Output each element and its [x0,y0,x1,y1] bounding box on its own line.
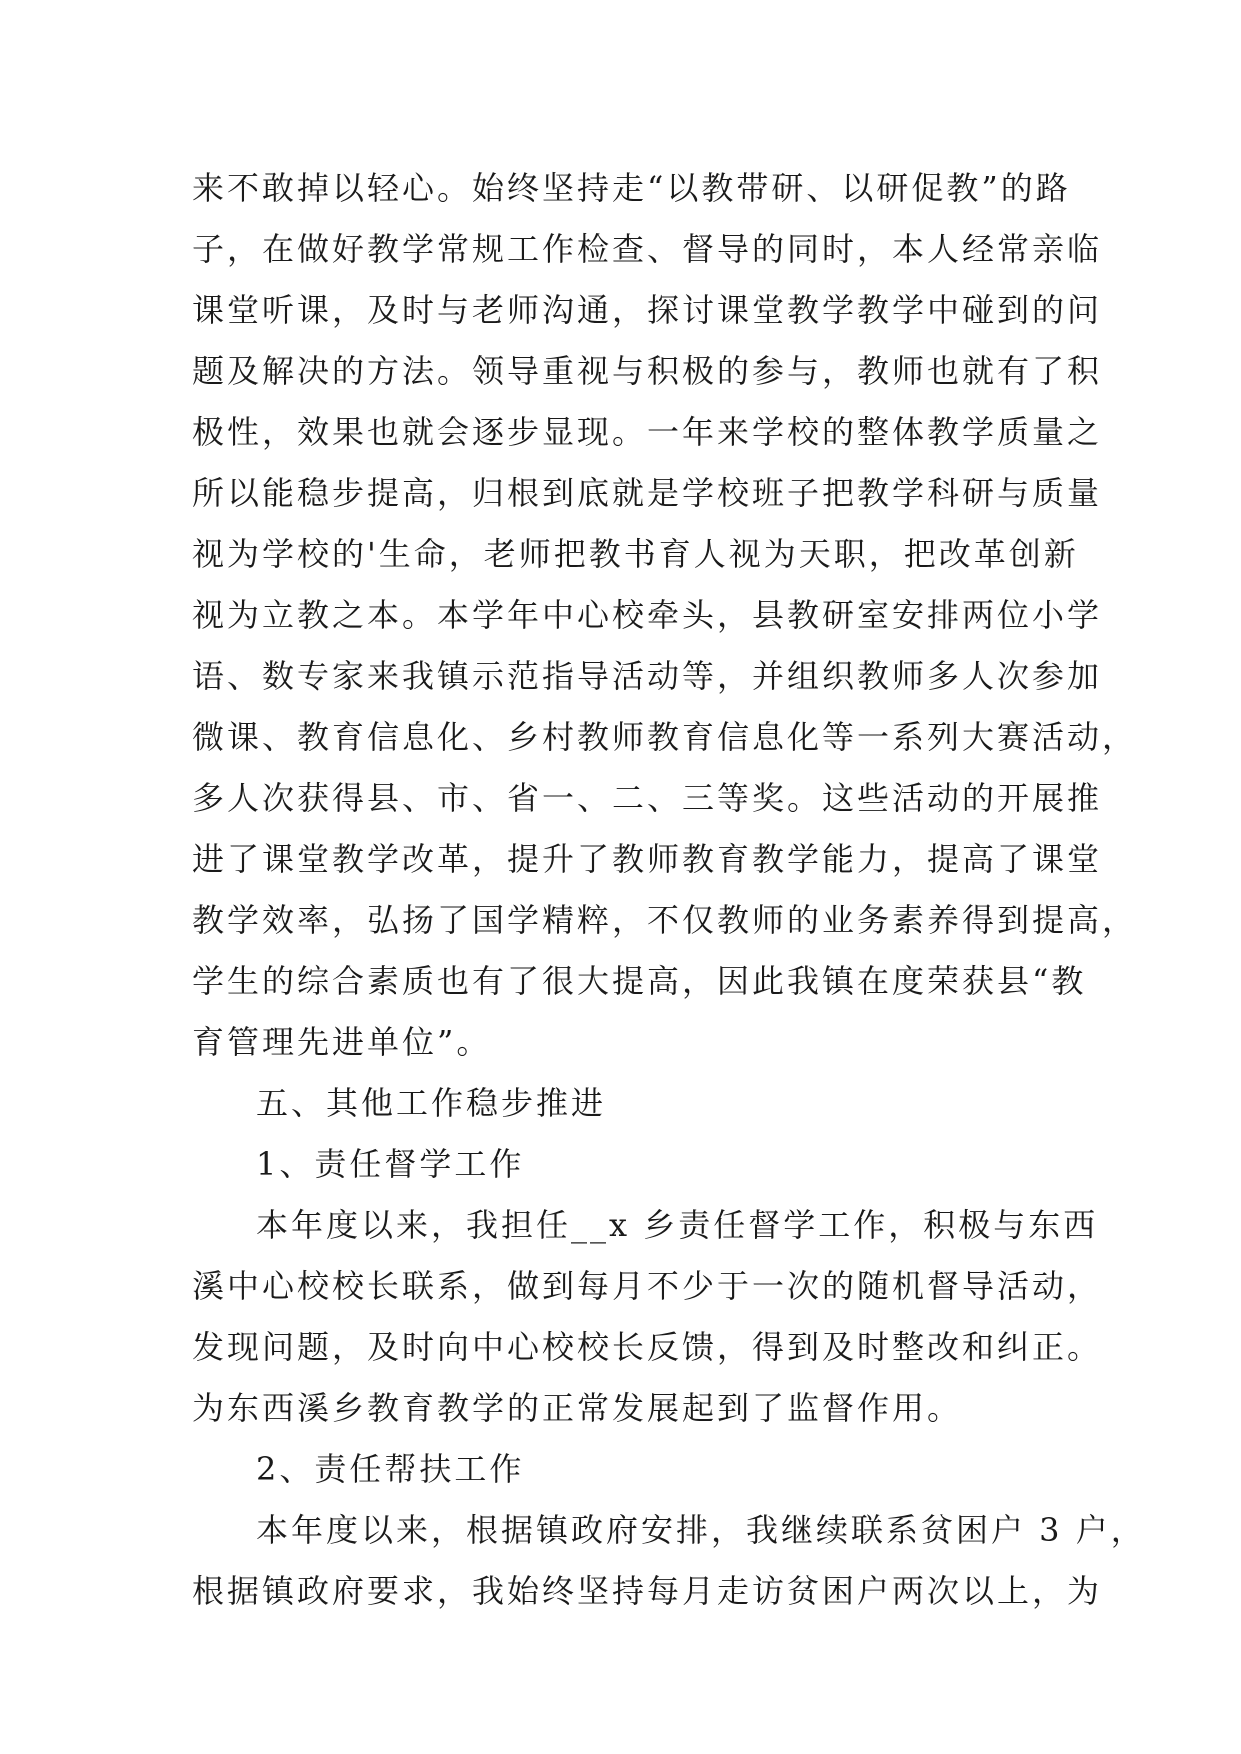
text-line: 溪中心校校长联系，做到每月不少于一次的随机督导活动， [192,1267,1103,1305]
text-line: 本年度以来，我担任__x 乡责任督学工作，积极与东西 [256,1206,1099,1244]
text-line: 子，在做好教学常规工作检查、督导的同时，本人经常亲临 [192,230,1103,268]
text-line: 视为学校的'生命，老师把教书育人视为天职，把改革创新 [192,535,1079,573]
document-body [192,158,1146,1622]
text-line: 为东西溪乡教育教学的正常发展起到了监督作用。 [192,1389,963,1427]
text-line: 题及解决的方法。领导重视与积极的参与，教师也就有了积 [192,352,1103,390]
text-line: 发现问题，及时向中心校校长反馈，得到及时整改和纠正。 [192,1328,1103,1366]
text-line: 根据镇政府要求，我始终坚持每月走访贫困户两次以上，为 [192,1572,1103,1610]
text-line: 进了课堂教学改革，提升了教师教育教学能力，提高了课堂 [192,840,1103,878]
text-line: 来不敢掉以轻心。始终坚持走“以教带研、以研促教”的路 [192,169,1071,207]
text-line: 所以能稳步提高，归根到底就是学校班子把教学科研与质量 [192,474,1103,512]
text-line: 1、责任督学工作 [256,1145,525,1183]
text-line: 视为立教之本。本学年中心校牵头，县教研室安排两位小学 [192,596,1103,634]
text-line: 语、数专家来我镇示范指导活动等，并组织教师多人次参加 [192,657,1103,695]
text-line: 本年度以来，根据镇政府安排，我继续联系贫困户 3 户， [256,1511,1146,1549]
text-line: 多人次获得县、市、省一、二、三等奖。这些活动的开展推 [192,779,1103,817]
text-line: 2、责任帮扶工作 [256,1450,525,1488]
text-line: 学生的综合素质也有了很大提高，因此我镇在度荣获县“教 [192,962,1087,1000]
text-line: 五、其他工作稳步推进 [256,1084,607,1122]
text-line: 极性，效果也就会逐步显现。一年来学校的整体教学质量之 [192,413,1103,451]
text-line: 微课、教育信息化、乡村教师教育信息化等一系列大赛活动， [192,718,1138,756]
text-line: 教学效率，弘扬了国学精粹，不仅教师的业务素养得到提高， [192,901,1138,939]
text-line: 育管理先进单位”。 [192,1023,492,1061]
text-line: 课堂听课，及时与老师沟通，探讨课堂教学教学中碰到的问 [192,291,1103,329]
